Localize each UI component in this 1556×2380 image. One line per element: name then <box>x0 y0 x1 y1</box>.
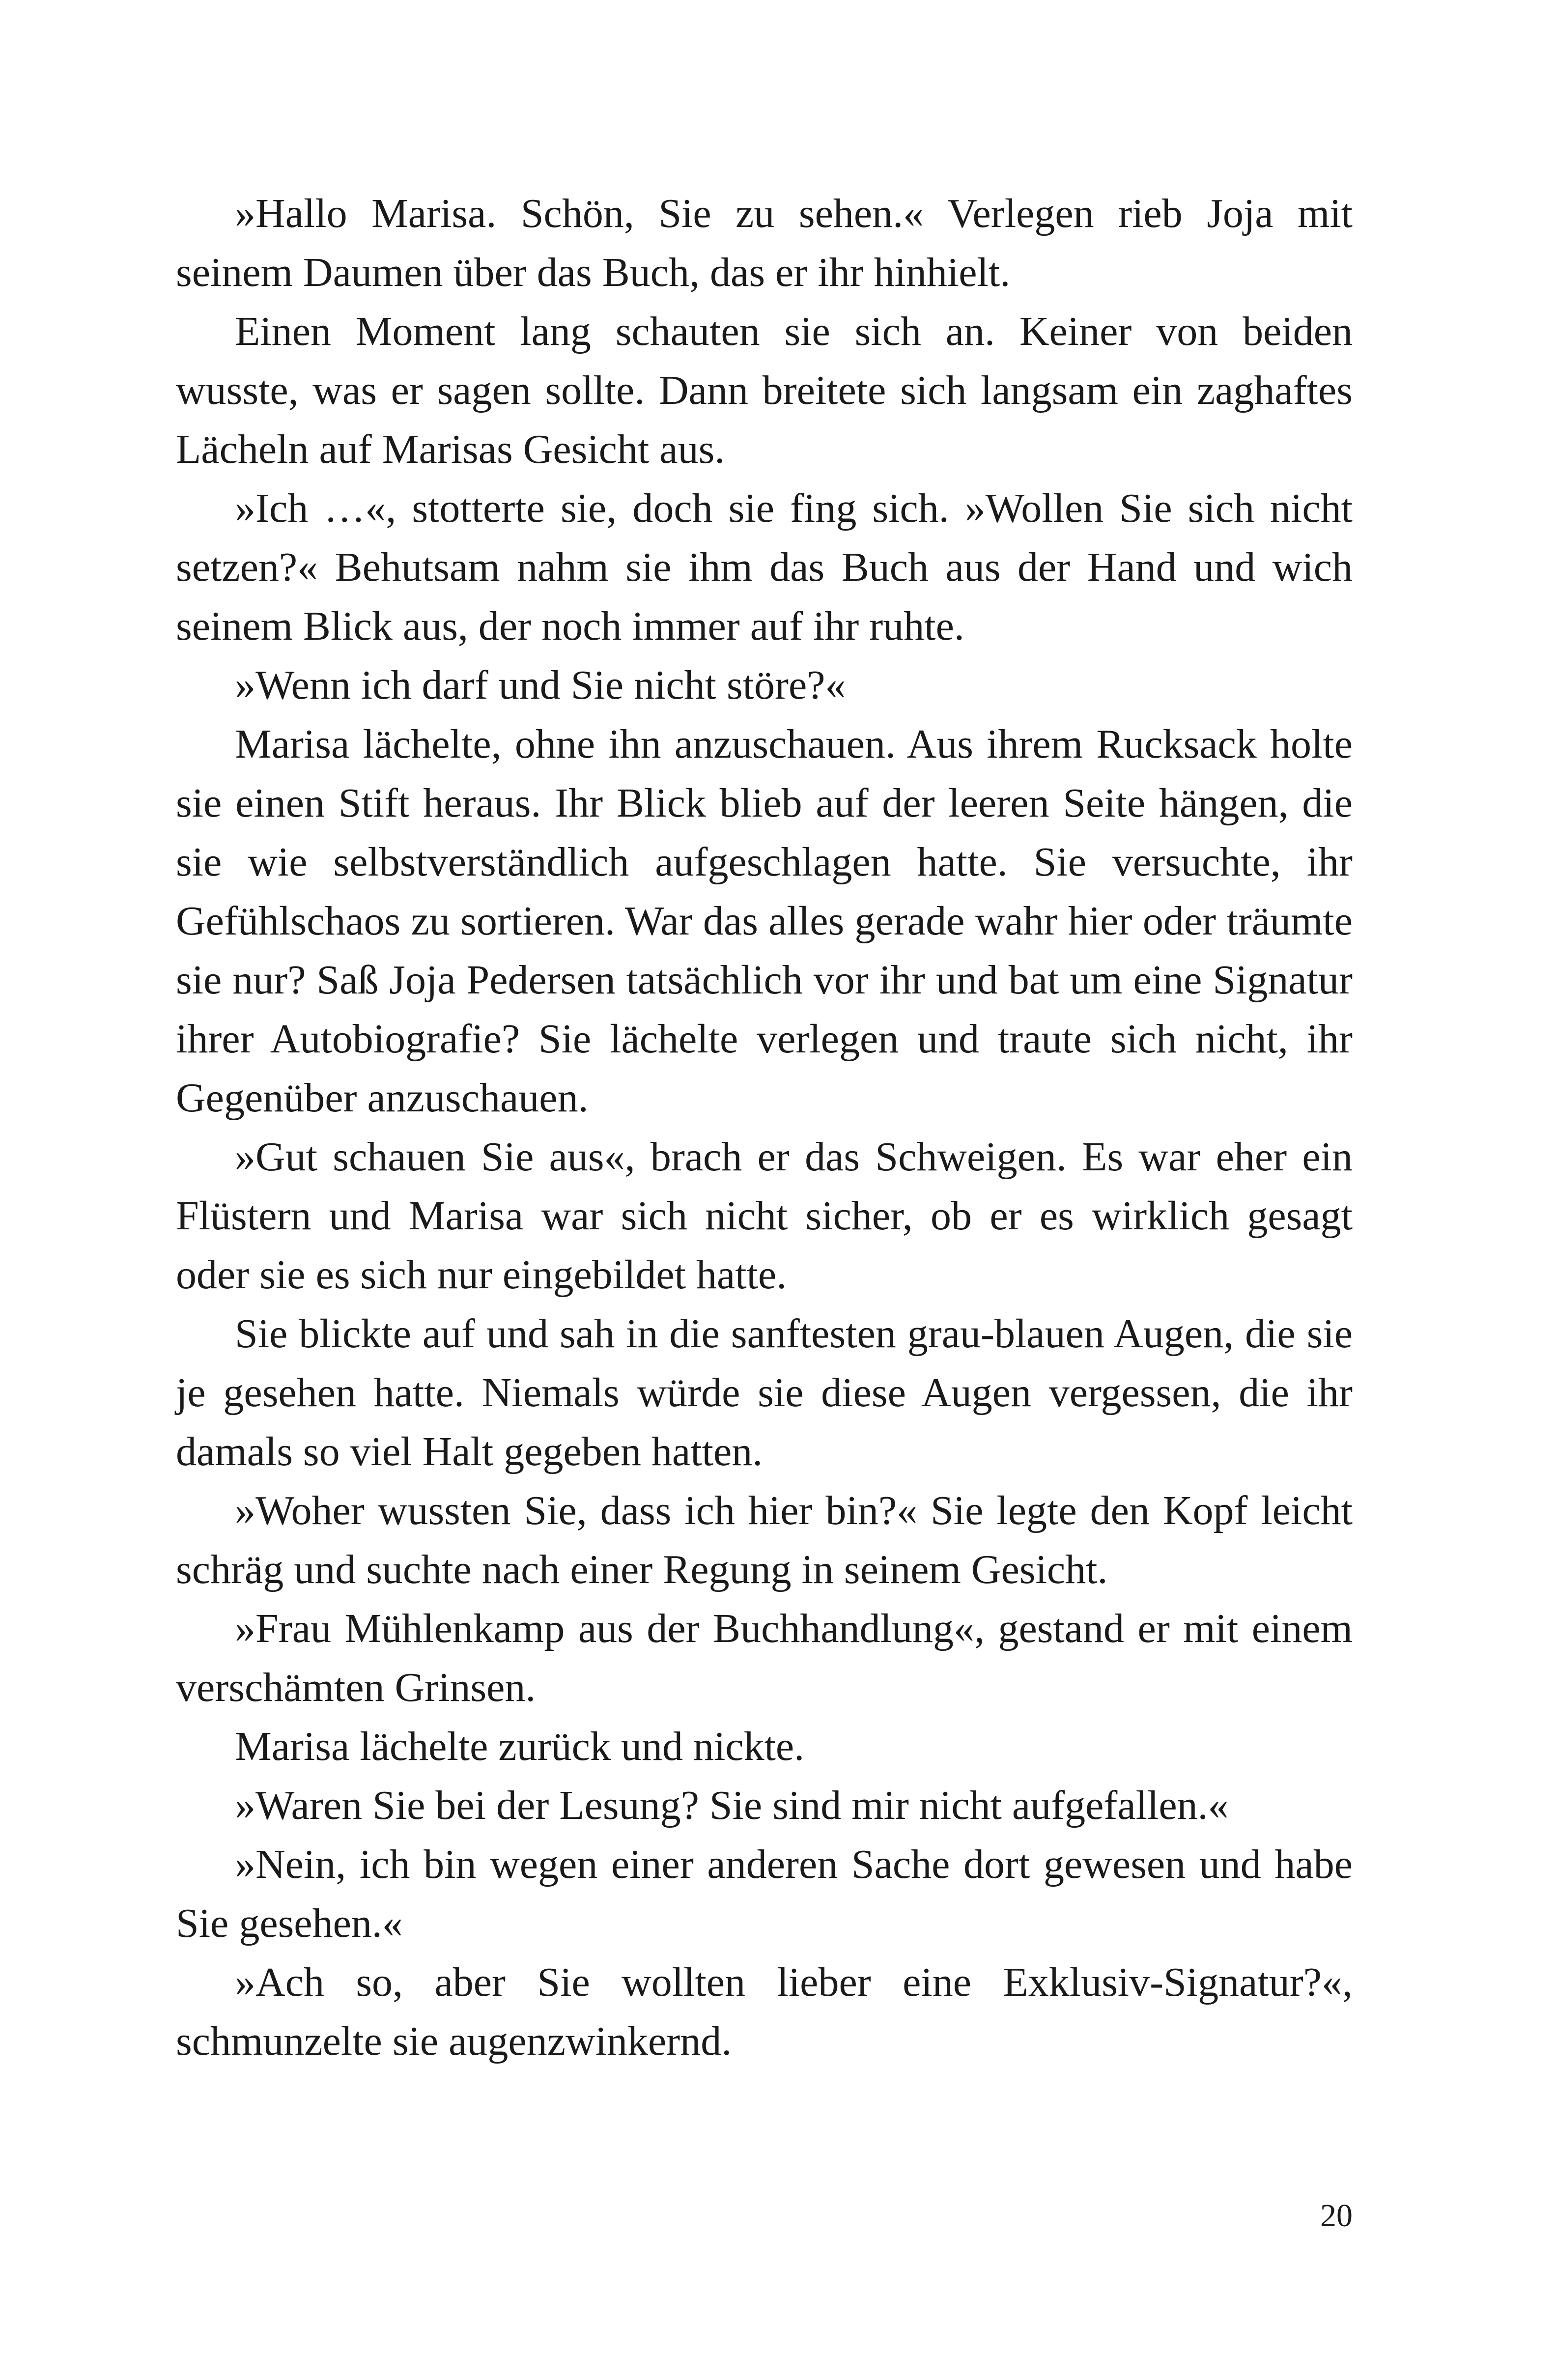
paragraph: »Woher wussten Sie, dass ich hier bin?« Sie legte den Kopf leicht schräg und suchte nach einer Regung in seinem Gesicht. <box>176 1488 1353 1592</box>
paragraph: »Ach so, aber Sie wollten lieber eine Exklusiv-Signatur?«, schmunzelte sie augenzwinkernd. <box>176 1959 1353 2064</box>
paragraph: »Waren Sie bei der Lesung? Sie sind mir nicht aufgefallen.« <box>235 1783 1229 1828</box>
page-number: 20 <box>1320 2198 1353 2234</box>
paragraph: Einen Moment lang schauten sie sich an. Keiner von beiden wusste, was er sagen sollte. Dann breitete sich langsam ein zaghaftes Lächeln auf Marisas Gesicht aus. <box>176 309 1353 472</box>
paragraph: »Gut schauen Sie aus«, brach er das Schweigen. Es war eher ein Flüstern und Marisa war sich nicht sicher, ob er es wirklich gesagt oder sie es sich nur eingebildet hatte. <box>176 1134 1353 1298</box>
paragraph: »Hallo Marisa. Schön, Sie zu sehen.« Verlegen rieb Joja mit seinem Daumen über das Buch, das er ihr hinhielt. <box>176 191 1353 295</box>
paragraph: »Wenn ich darf und Sie nicht störe?« <box>235 662 846 708</box>
paragraph: »Nein, ich bin wegen einer anderen Sache dort gewesen und habe Sie gesehen.« <box>176 1842 1353 1946</box>
body-text <box>176 184 1353 2071</box>
paragraph: Marisa lächelte zurück und nickte. <box>235 1724 805 1769</box>
paragraph: »Ich …«, stotterte sie, doch sie fing sich. »Wollen Sie sich nicht setzen?« Behutsam nahm sie ihm das Buch aus der Hand und wich seinem Blick aus, der noch immer auf ihr ruhte. <box>176 485 1353 649</box>
paragraph: »Frau Mühlenkamp aus der Buchhandlung«, gestand er mit einem verschämten Grinsen. <box>176 1606 1353 1710</box>
paragraph: Marisa lächelte, ohne ihn anzuschauen. Aus ihrem Rucksack holte sie einen Stift heraus. Ihr Blick blieb auf der leeren Seite hängen, die sie wie selbstverständlich aufgeschlagen hatte. Sie versuchte, ihr Gefühlschaos zu sortieren. War das alles gerade wahr hier oder träumte sie nur? Saß Joja Pedersen tatsächlich vor ihr und bat um eine Signatur ihrer Autobiografie? Sie lächelte verlegen und traute sich nicht, ihr Gegenüber anzuschauen. <box>176 721 1353 1121</box>
paragraph: Sie blickte auf und sah in die sanftesten grau-blauen Augen, die sie je gesehen hatte. Niemals würde sie diese Augen vergessen, die ihr damals so viel Halt gegeben hatten. <box>176 1311 1353 1474</box>
